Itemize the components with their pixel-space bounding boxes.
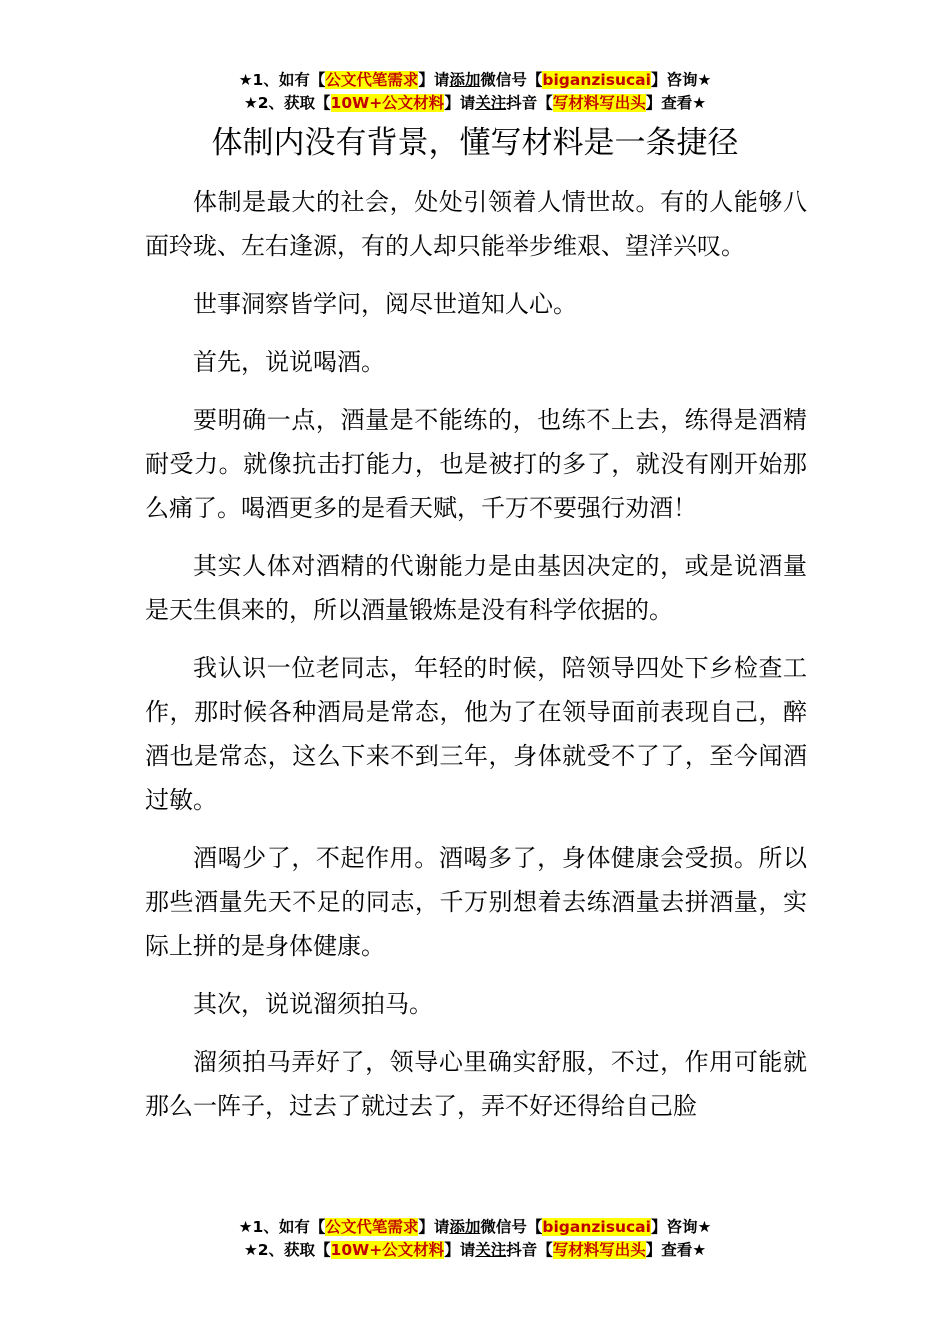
banner-text: 】查看★ [645, 1241, 707, 1259]
banner-highlight: 写材料写出头 [552, 94, 646, 112]
banner-highlight: 公文代笔需求 [325, 71, 419, 89]
banner-text: 】咨询★ [650, 1218, 712, 1236]
banner-text: 抖音【 [506, 94, 553, 112]
header-banner [0, 69, 950, 115]
article-body [145, 180, 807, 1142]
banner-text: 】咨询★ [650, 71, 712, 89]
banner-text: ★1、如有【 [238, 1218, 326, 1236]
banner-highlight: biganzisucai [542, 71, 651, 89]
paragraph: 世事洞察皆学问，阅尽世道知人心。 [193, 290, 577, 318]
paragraph: 其实人体对酒精的代谢能力是由基因决定的，或是说酒量是天生俱来的，所以酒量锻炼是没有科学依据的。 [145, 552, 807, 624]
banner-emphasis: 关注 [475, 1241, 507, 1259]
banner-line-2 [0, 1239, 950, 1262]
banner-text: ★1、如有【 [238, 71, 326, 89]
banner-highlight: 10W+公文材料 [330, 94, 445, 112]
banner-text: 】查看★ [645, 94, 707, 112]
banner-text: 】请 [418, 71, 450, 89]
banner-text: 】请 [418, 1218, 450, 1236]
banner-line-1 [0, 69, 950, 92]
banner-highlight: biganzisucai [542, 1218, 651, 1236]
banner-line-1 [0, 1216, 950, 1239]
banner-text: 】请 [444, 1241, 476, 1259]
paragraph: 体制是最大的社会，处处引领着人情世故。有的人能够八面玲珑、左右逢源，有的人却只能举步维艰、望洋兴叹。 [145, 188, 807, 260]
banner-emphasis: 添加 [449, 71, 481, 89]
page-title: 体制内没有背景，懂写材料是一条捷径 [211, 125, 739, 161]
banner-emphasis: 关注 [475, 94, 507, 112]
banner-text: 微信号【 [480, 71, 543, 89]
paragraph: 首先，说说喝酒。 [193, 348, 385, 376]
banner-text: 微信号【 [480, 1218, 543, 1236]
banner-line-2 [0, 92, 950, 115]
banner-highlight: 公文代笔需求 [325, 1218, 419, 1236]
paragraph: 要明确一点，酒量是不能练的，也练不上去，练得是酒精耐受力。就像抗击打能力，也是被打的多了，就没有刚开始那么痛了。喝酒更多的是看天赋，千万不要强行劝酒！ [145, 406, 807, 522]
banner-emphasis: 添加 [449, 1218, 481, 1236]
paragraph: 其次，说说溜须拍马。 [193, 990, 433, 1018]
banner-highlight: 10W+公文材料 [330, 1241, 445, 1259]
paragraph: 酒喝少了，不起作用。酒喝多了，身体健康会受损。所以那些酒量先天不足的同志，千万别想着去练酒量去拼酒量，实际上拼的是身体健康。 [145, 844, 807, 960]
banner-text: 抖音【 [506, 1241, 553, 1259]
paragraph: 溜须拍马弄好了，领导心里确实舒服，不过，作用可能就那么一阵子，过去了就过去了，弄不好还得给自己脸 [145, 1048, 807, 1120]
banner-highlight: 写材料写出头 [552, 1241, 646, 1259]
banner-text: ★2、获取【 [243, 94, 331, 112]
banner-text: ★2、获取【 [243, 1241, 331, 1259]
banner-text: 】请 [444, 94, 476, 112]
footer-banner [0, 1216, 950, 1262]
paragraph: 我认识一位老同志，年轻的时候，陪领导四处下乡检查工作，那时候各种酒局是常态，他为了在领导面前表现自己，醉酒也是常态，这么下来不到三年，身体就受不了了，至今闻酒过敏。 [145, 654, 807, 814]
